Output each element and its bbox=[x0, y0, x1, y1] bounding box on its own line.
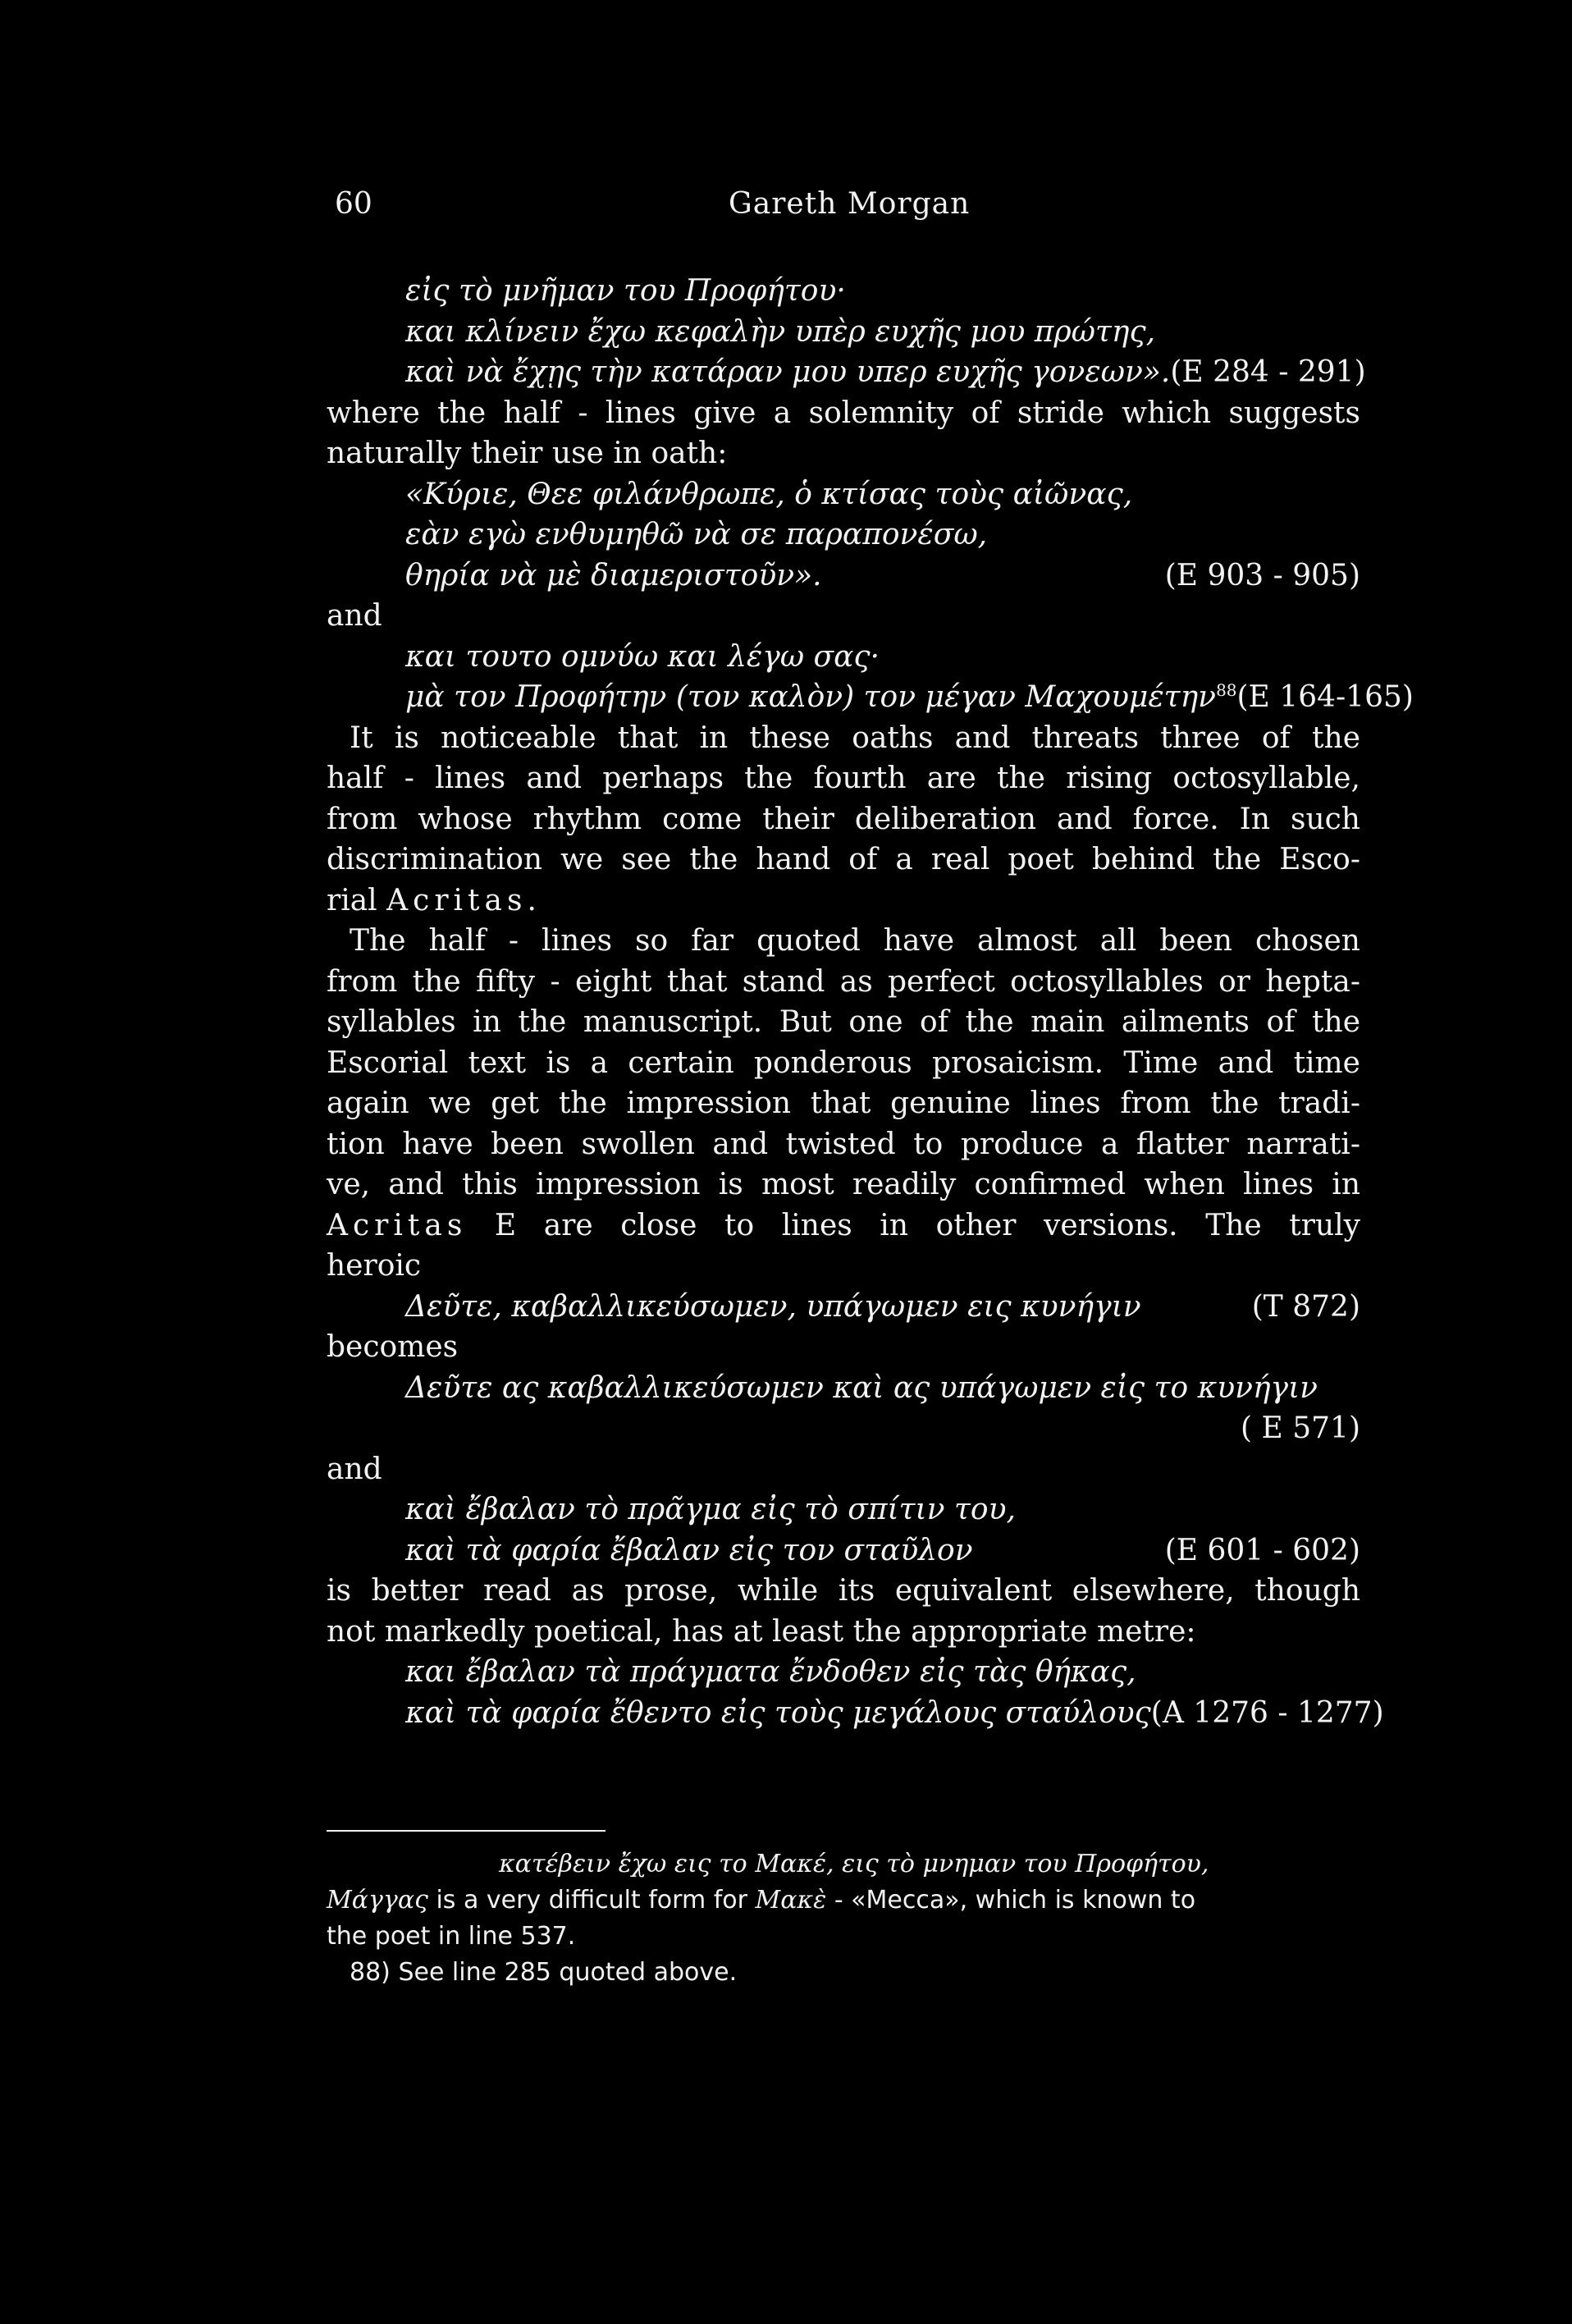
footnote-marker[interactable]: 88 bbox=[1216, 680, 1237, 700]
prose-line bbox=[327, 1205, 1360, 1247]
verse-line bbox=[327, 677, 1414, 718]
greek-verse: «Κύριε, Θεε φιλάνθρωπε, ὁ κτίσας τοὺς αἰῶνας, bbox=[405, 477, 1133, 511]
prose-line: half - lines and perhaps the fourth are the rising octosyllable, bbox=[327, 762, 1360, 795]
footnote-divider bbox=[327, 1830, 605, 1832]
footnote-greek: κατέβειν ἔχω εις το Μακέ, εις τὸ μνημαν του Προφήτου, bbox=[499, 1850, 1209, 1878]
footnote-88-text: See line 285 quoted above. bbox=[398, 1958, 738, 1987]
verse-ref: (E 284 - 291) bbox=[1170, 355, 1366, 389]
verse-line bbox=[327, 515, 1360, 556]
greek-verse: και τουτο ομνύω και λέγω σας· bbox=[405, 639, 880, 674]
greek-verse: εὰν εγὼ ενθυμηθῶ νὰ σε παραπονέσω, bbox=[405, 518, 988, 551]
greek-verse: εἰς τὸ μνῆμαν του Προφήτου· bbox=[405, 274, 846, 308]
greek-verse: καὶ τὰ φαρία ἔθεντο εἰς τοὺς μεγάλους σταύλους bbox=[405, 1695, 1151, 1730]
verse-line bbox=[327, 1408, 1360, 1449]
greek-verse: καὶ τὰ φαρία ἔβαλαν εἰς τον σταῦλον bbox=[405, 1533, 973, 1567]
verse-line bbox=[327, 1287, 1360, 1328]
running-head: Gareth Morgan bbox=[729, 187, 971, 221]
verse-line bbox=[327, 1368, 1360, 1409]
footnote-line bbox=[327, 1883, 1360, 1919]
footnote-line bbox=[327, 1919, 1360, 1955]
prose-line: is better read as prose, while its equivalent elsewhere, though bbox=[327, 1574, 1360, 1608]
footnote-text: - «Mecca», which is known to bbox=[834, 1886, 1196, 1915]
prose-line: The half - lines so far quoted have almost all been chosen bbox=[350, 924, 1360, 958]
prose-line: heroic bbox=[327, 1249, 422, 1283]
verse-line bbox=[327, 312, 1360, 353]
verse-line bbox=[327, 1652, 1360, 1693]
footnote-text: the poet in line 537. bbox=[327, 1922, 576, 1951]
footnotes bbox=[327, 1846, 1360, 1991]
prose-line: becomes bbox=[327, 1330, 459, 1364]
footnote-line bbox=[327, 1846, 1360, 1883]
prose-line: again we get the impression that genuine lines from the tradi- bbox=[327, 1087, 1360, 1120]
footnote-greek: Μάγγας bbox=[327, 1886, 428, 1915]
prose-line: and bbox=[327, 599, 382, 633]
prose-line: It is noticeable that in these oaths and threats three of the bbox=[350, 721, 1360, 755]
verse-with-note bbox=[405, 677, 1237, 718]
prose-line: from the fifty - eight that stand as perfect octosyllables or hepta- bbox=[327, 964, 1360, 999]
verse-line bbox=[327, 271, 1360, 312]
verse-line bbox=[327, 474, 1360, 515]
footnote-text: is a very difficult form for bbox=[436, 1886, 747, 1915]
verse-ref: (E 164-165) bbox=[1236, 680, 1414, 714]
greek-verse: και ἔβαλαν τὰ πράγματα ἔνδοθεν εἰς τὰς θήκας, bbox=[405, 1655, 1136, 1689]
verse-line bbox=[327, 637, 1360, 678]
footnote-88-marker: 88) bbox=[350, 1958, 391, 1987]
prose-line: discrimination we see the hand of a real poet behind the Esco- bbox=[327, 843, 1360, 876]
verse-line bbox=[327, 1489, 1360, 1530]
prose-text: rial bbox=[327, 883, 377, 917]
prose-text: E are close to lines in other versions. The truly bbox=[494, 1208, 1360, 1242]
greek-verse: Δεῦτε, καβαλλικεύσωμεν, υπάγωμεν εις κυνήγιν bbox=[405, 1289, 1141, 1324]
greek-verse: Δεῦτε ας καβαλλικεύσωμεν καὶ ας υπάγωμεν εἰς το κυνήγιν bbox=[405, 1370, 1318, 1405]
page-header bbox=[335, 187, 1359, 228]
greek-verse: μὰ τον Προφήτην (τον καλὸν) τον μέγαν Μαχουμέτην bbox=[405, 680, 1217, 714]
footnote-greek: Μακὲ bbox=[755, 1886, 827, 1915]
footnote-line bbox=[327, 1955, 1360, 1991]
verse-line bbox=[327, 352, 1366, 393]
verse-ref: (E 601 - 602) bbox=[1164, 1533, 1360, 1567]
prose-line: naturally their use in oath: bbox=[327, 437, 728, 470]
greek-verse: καὶ ἔβαλαν τὸ πρᾶγμα εἰς τὸ σπίτιν του, bbox=[405, 1493, 1016, 1526]
spaced-name: Acritas bbox=[327, 1208, 468, 1242]
prose-line: not markedly poetical, has at least the appropriate metre: bbox=[327, 1614, 1196, 1649]
prose-line: syllables in the manuscript. But one of the main ailments of the bbox=[327, 1005, 1360, 1039]
greek-verse: θηρία νὰ μὲ διαμεριστοῦν». bbox=[405, 558, 822, 592]
prose-line: and bbox=[327, 1452, 382, 1486]
verse-ref: ( E 571) bbox=[1241, 1411, 1360, 1445]
greek-verse: και κλίνειν ἔχω κεφαλὴν υπὲρ ευχῆς μου πρώτης, bbox=[405, 314, 1156, 349]
body-text bbox=[327, 271, 1414, 1733]
verse-line bbox=[327, 1530, 1360, 1571]
prose-line: ve, and this impression is most readily confirmed when lines in bbox=[327, 1168, 1360, 1201]
spaced-name: Acritas. bbox=[386, 883, 542, 917]
greek-verse: καὶ νὰ ἔχῃς τὴν κατάραν μου υπερ ευχῆς γονεων». bbox=[405, 355, 1171, 389]
verse-ref: (T 872) bbox=[1251, 1289, 1360, 1324]
verse-line bbox=[327, 1693, 1384, 1734]
prose-line: from whose rhythm come their deliberation and force. In such bbox=[327, 802, 1360, 836]
verse-line bbox=[327, 556, 1360, 597]
prose-line: tion have been swollen and twisted to produce a flatter narrati- bbox=[327, 1127, 1360, 1161]
page-number: 60 bbox=[335, 187, 372, 221]
prose-line: Escorial text is a certain ponderous prosaicism. Time and time bbox=[327, 1045, 1360, 1080]
verse-ref: (A 1276 - 1277) bbox=[1150, 1695, 1384, 1730]
prose-line: where the half - lines give a solemnity of stride which suggests bbox=[327, 396, 1360, 430]
prose-line bbox=[327, 881, 1360, 922]
verse-ref: (E 903 - 905) bbox=[1164, 558, 1360, 592]
